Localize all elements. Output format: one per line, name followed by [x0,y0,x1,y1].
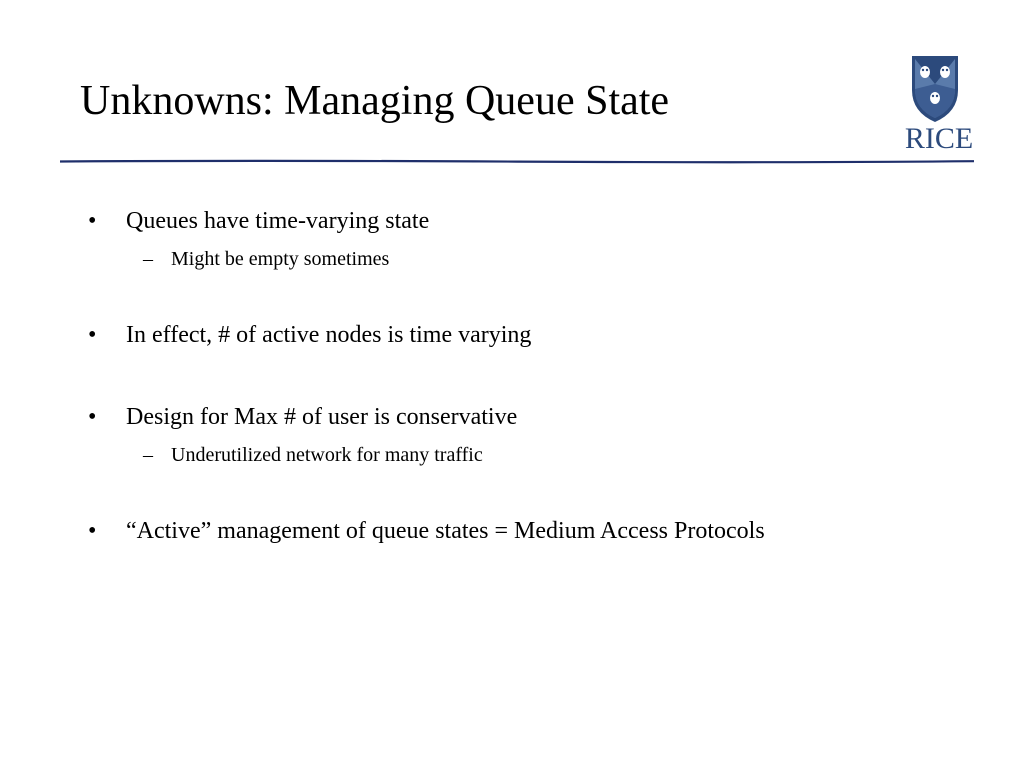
bullet-item [88,517,765,545]
bullet-text: Queues have time-varying state [126,208,430,234]
bullet-mark: • [88,404,97,430]
bullet-mark: • [88,518,97,544]
slide-title: Unknowns: Managing Queue State [80,78,670,124]
bullet-mark: • [88,322,97,348]
bullet-text: Design for Max # of user is conservative [126,404,518,430]
sub-bullet-item [143,247,390,271]
sub-bullet-mark: – [143,444,153,466]
bullet-item [88,403,518,431]
bullet-mark: • [88,208,97,234]
sub-bullet-text: Might be empty sometimes [171,248,390,270]
bullet-text: “Active” management of queue states = Medium Access Protocols [126,518,765,544]
rice-logo-text: RICE [904,122,974,154]
bullet-item [88,321,532,349]
bullet-text: In effect, # of active nodes is time varying [126,322,532,348]
sub-bullet-mark: – [143,248,153,270]
sub-bullet-item [143,443,483,467]
sub-bullet-text: Underutilized network for many traffic [171,444,483,466]
bullet-item [88,207,430,235]
